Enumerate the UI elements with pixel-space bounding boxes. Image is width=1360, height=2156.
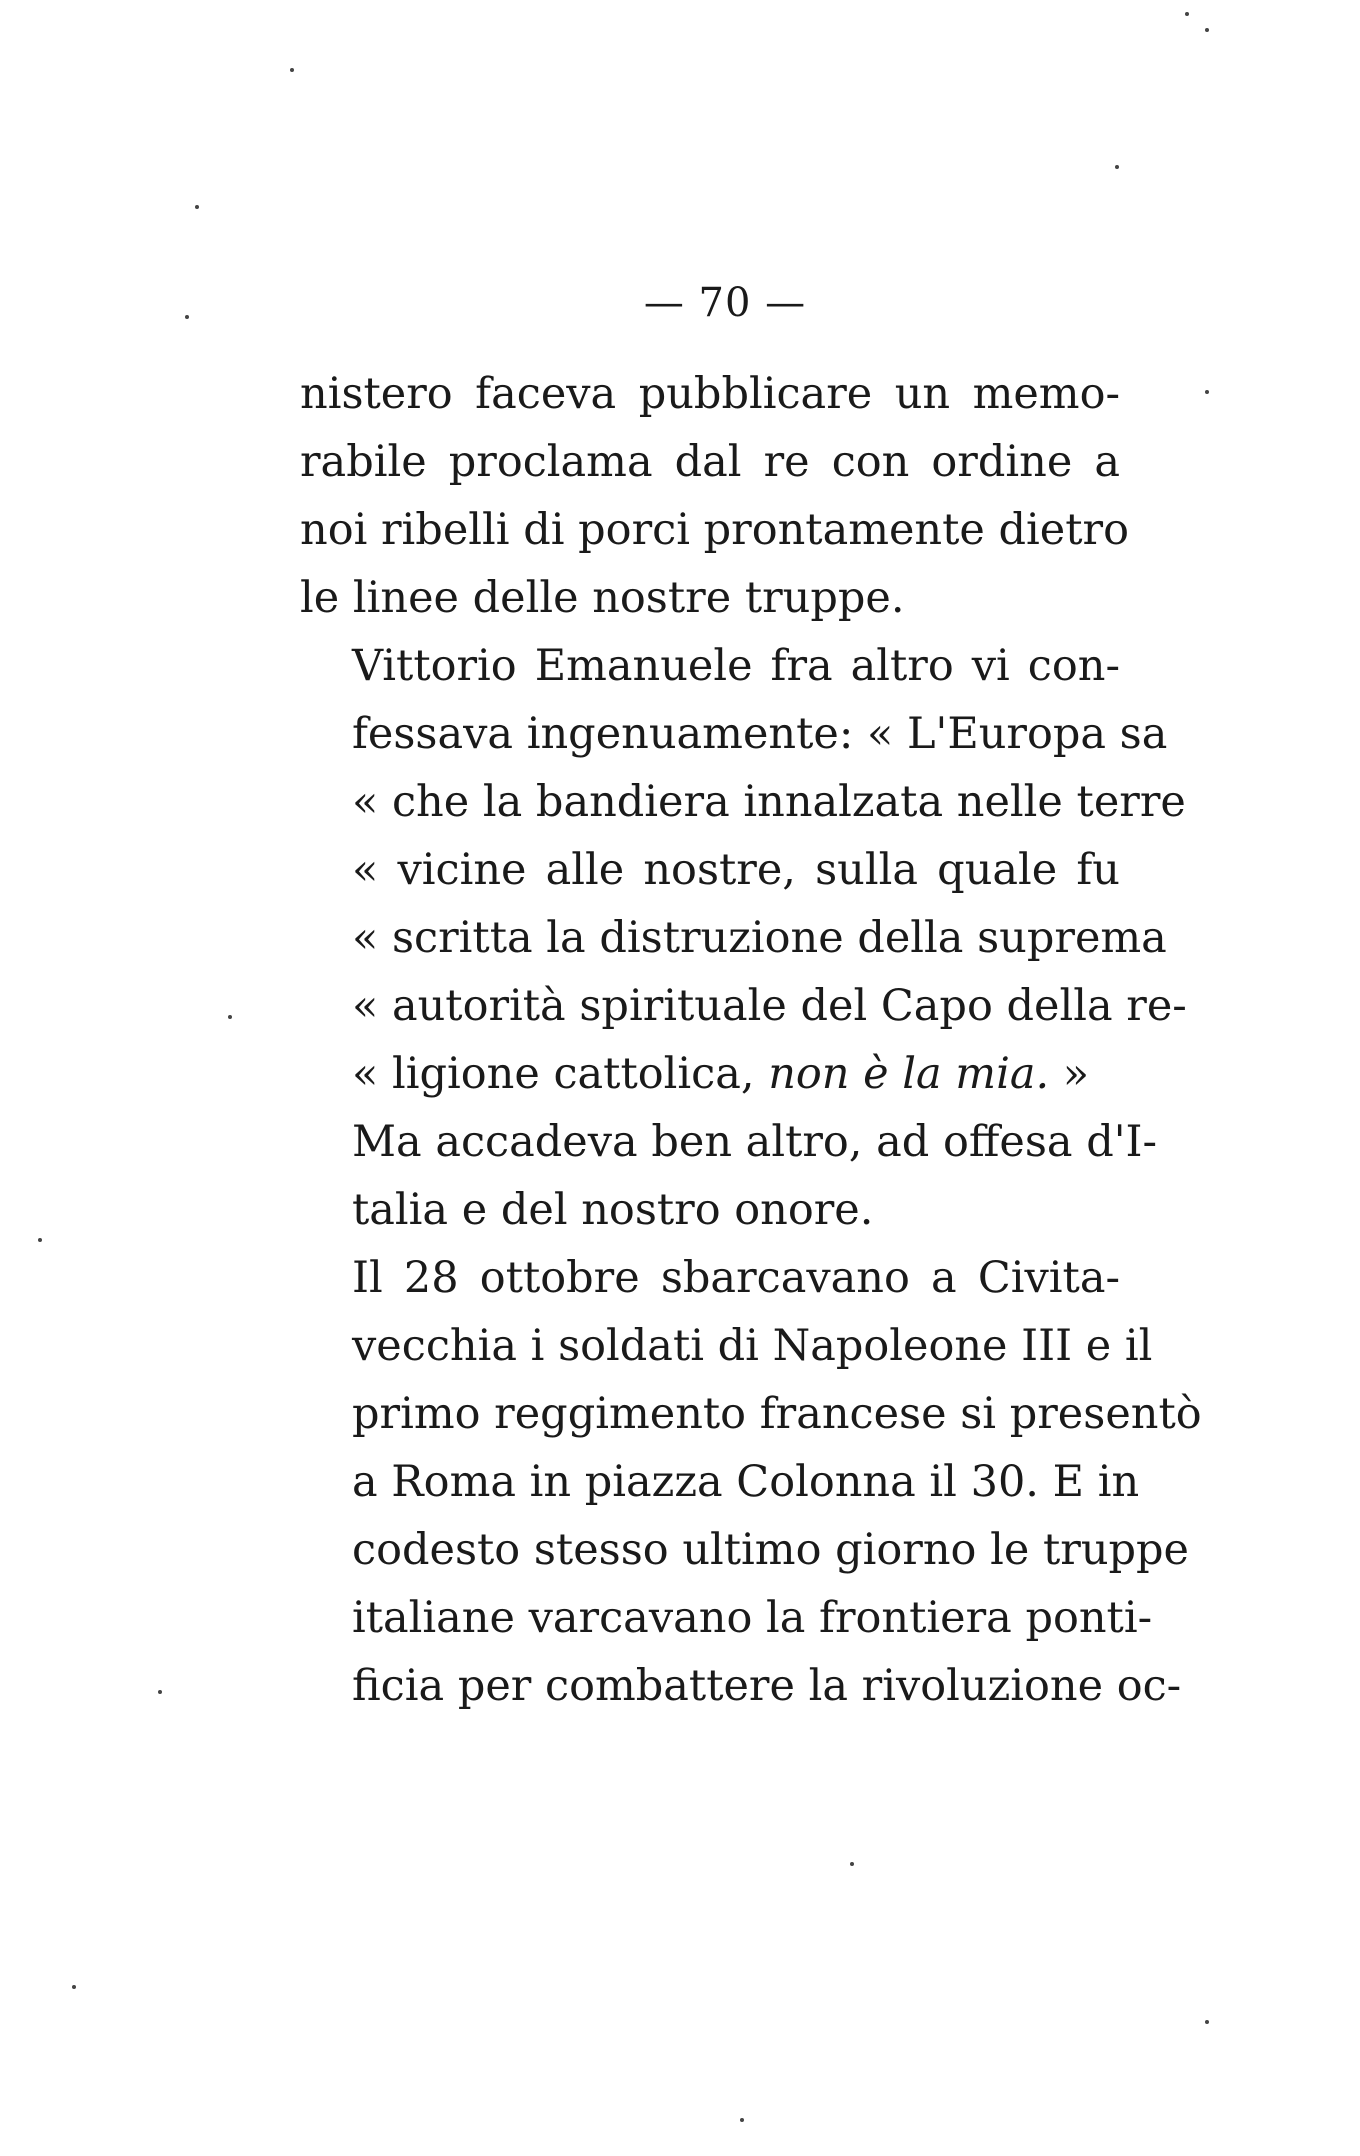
text-line: « che la bandiera innalzata nelle terre	[352, 777, 1186, 827]
scan-speck	[1205, 28, 1209, 32]
italic-quote: non è la mia.	[768, 1049, 1050, 1099]
text-line: a Roma in piazza Colonna il 30. E in	[352, 1457, 1140, 1507]
scan-speck	[228, 1015, 232, 1019]
text-line: Il 28 ottobre sbarcavano a Civita-	[352, 1253, 1120, 1303]
scan-speck	[1185, 12, 1189, 16]
paragraph-4	[300, 1244, 1202, 1720]
scan-speck	[1205, 390, 1209, 394]
text-line: « autorità spirituale del Capo della re-	[352, 981, 1187, 1031]
text-line: noi ribelli di porci prontamente dietro	[300, 505, 1129, 555]
text-line: nistero faceva pubblicare un memo-	[300, 369, 1120, 419]
text-line: primo reggimento francese si presentò	[352, 1389, 1202, 1439]
text-block	[300, 360, 1202, 1720]
scan-speck	[72, 1985, 76, 1989]
scan-speck	[158, 1690, 162, 1694]
text-line: « scritta la distruzione della suprema	[352, 913, 1167, 963]
scan-speck	[850, 1862, 854, 1866]
text-line: codesto stesso ultimo giorno le truppe	[352, 1525, 1190, 1575]
scan-speck	[290, 68, 294, 72]
text-line: ficia per combattere la rivoluzione oc-	[352, 1661, 1182, 1711]
text-line: vecchia i soldati di Napoleone III e il	[352, 1321, 1153, 1371]
scan-speck	[1115, 165, 1119, 169]
scan-speck	[1205, 2020, 1209, 2024]
text-line: le linee delle nostre truppe.	[300, 573, 905, 623]
text-line: fessava ingenuamente: « L'Europa sa	[352, 709, 1168, 759]
text-line: italiane varcavano la frontiera ponti-	[352, 1593, 1153, 1643]
text-line: Vittorio Emanuele fra altro vi con-	[352, 641, 1120, 691]
text-line-quote-end	[300, 1040, 1120, 1108]
closing-quote-mark: »	[1049, 1049, 1090, 1099]
scan-speck	[38, 1238, 42, 1242]
paragraph-3	[300, 1108, 1158, 1244]
text-line: Ma accadeva ben altro, ad offesa d'I-	[352, 1117, 1158, 1167]
text-line: rabile proclama dal re con ordine a	[300, 437, 1120, 487]
scan-speck	[185, 315, 189, 319]
page-number: — 70 —	[643, 280, 807, 326]
quote-text: « ligione cattolica,	[352, 1049, 769, 1099]
text-line: talia e del nostro onore.	[352, 1185, 874, 1235]
paragraph-2	[300, 632, 1187, 1108]
paragraph-1	[300, 360, 1129, 632]
text-line: « vicine alle nostre, sulla quale fu	[352, 845, 1120, 895]
scan-speck	[740, 2118, 744, 2122]
scan-speck	[195, 205, 199, 209]
